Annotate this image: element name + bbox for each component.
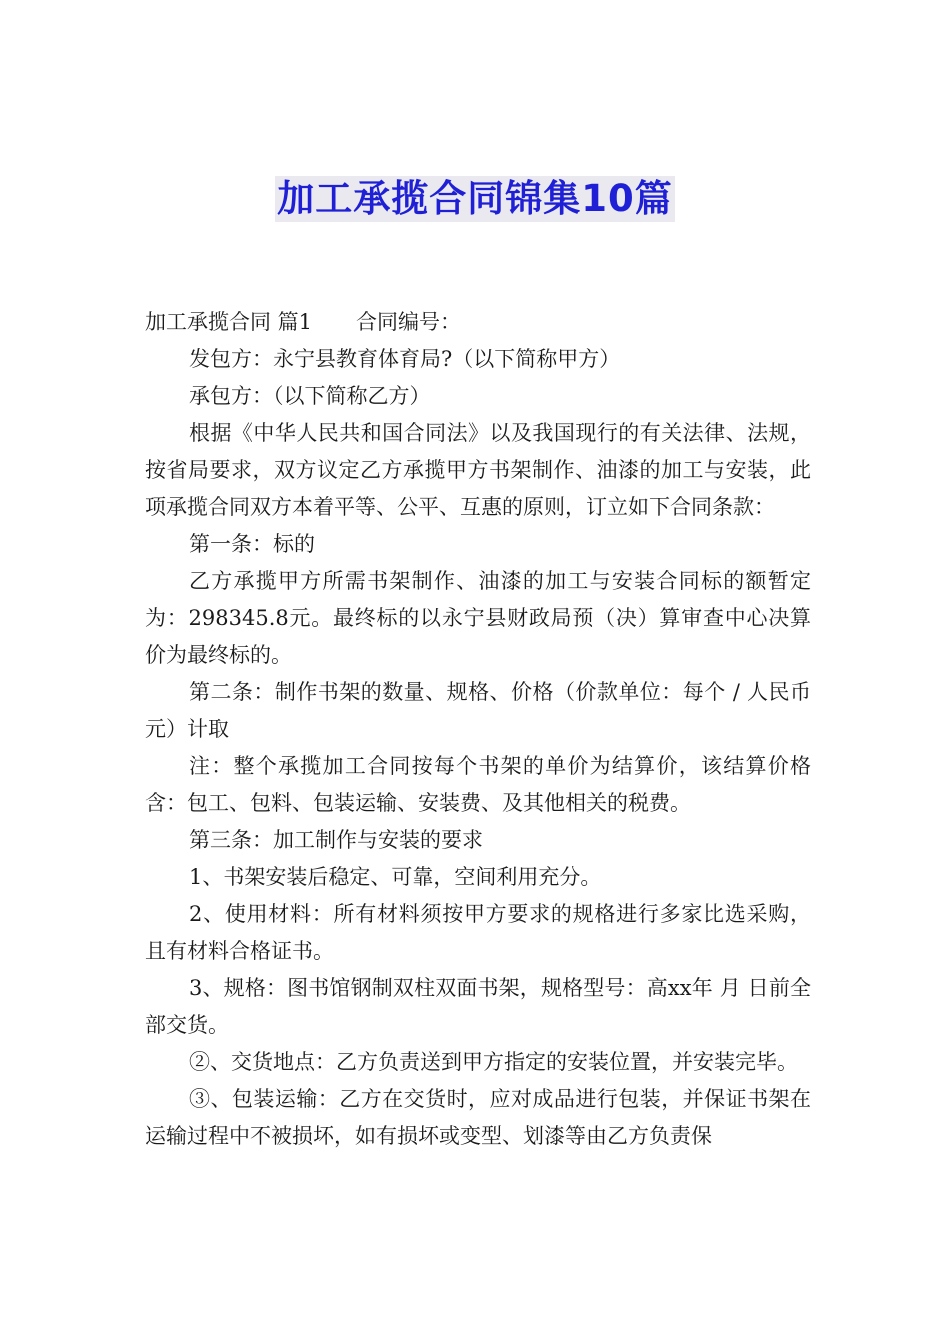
paragraph-client: 发包方：永宁县教育体育局?（以下简称甲方） <box>189 347 621 371</box>
article-1-heading: 第一条：标的 <box>189 532 315 556</box>
document-title: 加工承揽合同锦集10篇 <box>277 177 673 220</box>
requirement-2: 2、使用材料：所有材料须按甲方要求的规格进行多家比选采购，且有材料合格证书。 <box>145 902 811 963</box>
article-2-note: 注：整个承揽加工合同按每个书架的单价为结算价，该结算价格含：包工、包料、包装运输、安装费、及其他相关的税费。 <box>145 754 811 815</box>
packaging-transport: ③、包装运输：乙方在交货时，应对成品进行包装，并保证书架在运输过程中不被损坏，如有损坏或变型、划漆等由乙方负责保 <box>145 1087 811 1148</box>
article-2-heading: 第二条：制作书架的数量、规格、价格（价款单位：每个 / 人民币元）计取 <box>145 680 811 741</box>
requirement-3: 3、规格：图书馆钢制双柱双面书架，规格型号：高xx年 月 日前全部交货。 <box>145 976 811 1037</box>
contract-number-label: 合同编号： <box>356 310 462 334</box>
paragraph-contractor: 承包方：（以下简称乙方） <box>189 384 431 408</box>
requirement-1: 1、书架安装后稳定、可靠，空间利用充分。 <box>189 865 602 889</box>
section-heading-label: 加工承揽合同 篇1 <box>145 310 313 334</box>
delivery-location: ②、交货地点：乙方负责送到甲方指定的安装位置，并安装完毕。 <box>189 1050 798 1074</box>
section-heading <box>145 304 811 341</box>
paragraph-preamble: 根据《中华人民共和国合同法》以及我国现行的有关法律、法规，按省局要求，双方议定乙方承揽甲方书架制作、油漆的加工与安装，此项承揽合同双方本着平等、公平、互惠的原则，订立如下合同条款： <box>145 421 811 519</box>
document-body <box>145 304 811 1155</box>
article-1-text: 乙方承揽甲方所需书架制作、油漆的加工与安装合同标的额暂定为：298345.8元。最终标的以永宁县财政局预（决）算审查中心决算价为最终标的。 <box>145 569 811 667</box>
article-3-heading: 第三条：加工制作与安装的要求 <box>189 828 483 852</box>
title-container <box>0 176 950 222</box>
